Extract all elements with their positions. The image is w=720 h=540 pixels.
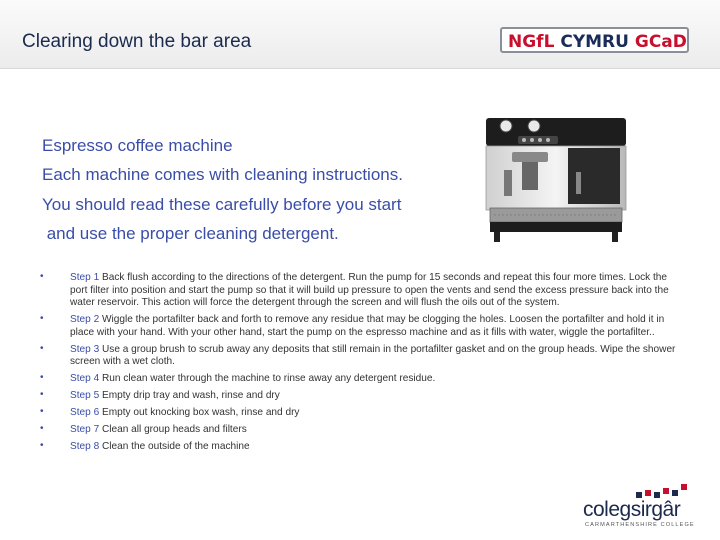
intro-line: You should read these carefully before you start [42, 194, 402, 214]
bullet-icon: • [40, 342, 44, 354]
bullet-icon: • [40, 406, 44, 418]
slide-header [0, 0, 720, 69]
intro-line: and use the proper cleaning detergent. [42, 223, 339, 243]
ngfl-cymru-logo: NGfL CYMRU GCaD [500, 27, 689, 53]
bullet-icon: • [40, 372, 44, 384]
espresso-machine-image [482, 112, 630, 246]
intro-line: Espresso coffee machine [42, 136, 233, 155]
intro-text [42, 131, 403, 248]
bullet-icon: • [40, 440, 44, 452]
list-item: • Step 4 Run clean water through the machine to rinse away any detergent residue. [40, 372, 436, 385]
list-item: • Step 5 Empty drip tray and wash, rinse and dry [40, 389, 280, 402]
college-logo-squares-icon [636, 484, 688, 498]
list-item: • Step 6 Empty out knocking box wash, rinse and dry [40, 406, 300, 419]
list-item: • Step 1 Back flush according to the directions of the detergent. Run the pump for 15 seconds and repeat this four more times. Lock the port filter into position and start the pump so that it will build up pressure to open the vents and send the excess pressure back into the water reservoir. This action will force the detergent through the screen and will flush the oils out of the system. [40, 271, 669, 309]
list-item: • Step 7 Clean all group heads and filters [40, 423, 247, 436]
page-title: Clearing down the bar area [22, 31, 252, 52]
bullet-icon: • [40, 389, 44, 401]
bullet-icon: • [40, 313, 44, 325]
college-logo-subtitle: CARMARTHENSHIRE COLLEGE [585, 522, 695, 528]
bullet-icon: • [40, 423, 44, 435]
list-item: • Step 2 Wiggle the portafilter back and forth to remove any residue that may be clogging the holes. Loosen the portafilter and hold it in place with your hand. With your other hand, start the pump on the espresso machine and as it fills with water, wiggle the portafilter.. [40, 313, 665, 338]
college-logo-name: colegsirgâr [583, 498, 681, 521]
list-item: • Step 8 Clean the outside of the machine [40, 440, 250, 453]
cleaning-steps-list [40, 272, 680, 458]
intro-line: Each machine comes with cleaning instructions. [42, 165, 403, 185]
bullet-icon: • [40, 271, 44, 282]
list-item: • Step 3 Use a group brush to scrub away any deposits that still remain in the portafilter gasket and on the group heads. Wipe the shower screen with a wet cloth. [40, 342, 676, 368]
